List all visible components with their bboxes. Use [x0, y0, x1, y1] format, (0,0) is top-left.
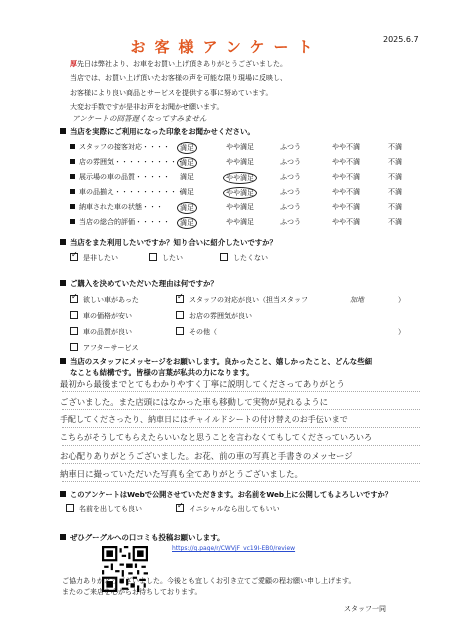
rating-option[interactable]: やや不満 [332, 218, 360, 226]
rating-option[interactable]: 満足 [177, 217, 197, 229]
rating-option[interactable]: やや不満 [332, 158, 360, 166]
rating-option[interactable]: 不満 [388, 218, 402, 226]
closing-line-2: またのご来店を心からお待ちしております。 [62, 588, 202, 596]
reason-price[interactable]: 車の価格が安い [70, 311, 132, 321]
intro-line-3: お客様により良い商品とサービスを提供する事に努めています。 [70, 88, 273, 97]
message-line-rule [62, 463, 420, 464]
section6-question: ぜひグーグルへの口コミも投稿お願いします。 [60, 532, 224, 543]
intro-line-1: 先日は弊社より、お車をお買い上げ頂きありがとうございました。 [77, 60, 287, 68]
rating-option[interactable]: 満足 [180, 173, 194, 181]
reason-staff[interactable]: ✓スタッフの対応が良い（担当スタッフ [176, 295, 308, 305]
closing-line-1: ご協力ありがとうございました。今後とも宜しくお引き立てご愛顧の程お願い申し上げます。 [62, 577, 356, 585]
review-link[interactable]: https://g.page/r/CWVjF_vc19I-EB0/review [172, 545, 296, 552]
closing-text [62, 576, 355, 598]
rating-option[interactable]: 不満 [388, 158, 402, 166]
bullet-square-icon [60, 280, 66, 286]
option-initials[interactable]: ✓ イニシャルなら出してもいい [176, 504, 280, 514]
intro-line-4: 大変お手数ですが是非お声をお聞かせ願います。 [70, 102, 224, 111]
rating-row [70, 187, 430, 199]
rating-option[interactable]: ふつう [280, 203, 301, 211]
bullet-square-icon [60, 128, 66, 134]
message-line-1: 最初から最後までとてもわかりやすく丁寧に説明してくださってありがとう [60, 379, 345, 389]
checkbox-icon[interactable] [70, 343, 78, 351]
rating-option[interactable]: 不満 [388, 173, 402, 181]
reason-quality[interactable]: 車の品質が良い [70, 327, 132, 337]
option-yes[interactable]: したい [149, 253, 183, 263]
rating-option[interactable]: 満足 [177, 142, 197, 154]
rating-option[interactable]: やや不満 [332, 203, 360, 211]
checkbox-icon[interactable] [176, 295, 184, 303]
rating-row [70, 172, 430, 184]
message-line-rule [62, 481, 420, 482]
rating-option[interactable]: 満足 [177, 202, 197, 214]
rating-option[interactable]: ふつう [280, 218, 301, 226]
reason-wanted-car[interactable]: ✓欲しい車があった [70, 295, 139, 305]
checkbox-icon[interactable] [70, 327, 78, 335]
rating-option[interactable]: やや満足 [226, 218, 254, 226]
rating-option[interactable]: ふつう [280, 158, 301, 166]
bullet-square-icon [60, 239, 66, 245]
rating-option[interactable]: やや満足 [226, 158, 254, 166]
checkbox-icon[interactable] [176, 327, 184, 335]
message-line-4: こちらがそうしてもらえたらいいなと思うことを言わなくてもしてくださっていろいろ [60, 433, 372, 442]
rating-row [70, 157, 430, 169]
checkbox-icon[interactable] [66, 504, 74, 512]
option-no[interactable]: したくない [220, 253, 268, 263]
rating-option[interactable]: 不満 [388, 188, 402, 196]
reason-atmosphere[interactable]: お店の雰囲気が良い [176, 311, 252, 321]
rating-option[interactable]: やや不満 [332, 173, 360, 181]
rating-row [70, 202, 430, 214]
bullet-square-icon [60, 491, 66, 497]
paren-close: ） [398, 296, 405, 304]
rating-row [70, 217, 430, 229]
checkbox-icon[interactable] [70, 253, 78, 261]
rating-row-label: 店の雰囲気・・・・・・・・・・ [70, 157, 184, 167]
rating-row-label: 車の品揃え・・・・・・・・・・ [70, 187, 184, 197]
rating-row [70, 142, 430, 154]
checkbox-icon[interactable] [70, 295, 78, 303]
option-yes-definitely[interactable]: ✓是非したい [70, 253, 118, 263]
rating-option[interactable]: やや不満 [332, 188, 360, 196]
checkbox-icon[interactable] [176, 504, 184, 512]
paren-close: ） [398, 328, 405, 336]
staff-name: 加地 [350, 296, 364, 304]
intro-line-2: 当店では、お買い上げ頂いたお客様の声を可能な限り現場に反映し、 [70, 74, 287, 83]
rating-option[interactable]: やや満足 [226, 143, 254, 151]
rating-row-label: スタッフの接客対応・・・・ [70, 142, 170, 152]
message-line-2: ございました。また店頭にはなかった車も移動して実物が見れるように [60, 397, 328, 407]
bullet-square-icon [60, 358, 66, 364]
bullet-square-icon [60, 534, 66, 540]
rating-option[interactable]: 不満 [388, 143, 402, 151]
rating-row-label: 展示場の車の品質・・・・・ [70, 172, 170, 182]
section2-question: 当店をまた利用したいですか？知り合いに紹介したいですか？ [60, 237, 277, 248]
checkbox-icon[interactable] [176, 311, 184, 319]
message-line-5: お心配りありがとうございました。お花、前の車の写真と手書きのメッセージ [60, 451, 353, 461]
section1-question: 当店を実際にご利用になった印象をお聞かせください。 [60, 126, 255, 137]
rating-option[interactable]: ふつう [280, 188, 301, 196]
checkbox-icon[interactable] [70, 311, 78, 319]
rating-option[interactable]: 満足 [180, 188, 194, 196]
rating-option[interactable]: やや満足 [223, 187, 257, 199]
intro-text [70, 57, 287, 114]
message-line-6: 納車日に撮っていただいた写真も全てありがとうございました。 [60, 469, 303, 479]
section4-question-cont: なことも結構です。皆様の言葉が私共の力になります。 [70, 368, 254, 377]
section5-question: このアンケートはWebで公開させていただきます。お名前をWeb上に公開してもよろしいですか？ [60, 490, 392, 500]
message-line-rule [62, 445, 420, 446]
checkbox-icon[interactable] [149, 253, 157, 261]
section3-question: ご購入を決めていただいた理由は何ですか？ [60, 278, 218, 289]
rating-option[interactable]: 満足 [177, 157, 197, 169]
rating-row-label: 当店の総合的評価・・・・・ [70, 217, 170, 227]
checkbox-icon[interactable] [220, 253, 228, 261]
signature: スタッフ一同 [344, 605, 386, 613]
option-show-name[interactable]: 名前を出しても良い [66, 504, 142, 514]
dear-mark: 厚 [70, 60, 77, 68]
rating-option[interactable]: やや満足 [226, 203, 254, 211]
rating-option[interactable]: ふつう [280, 143, 301, 151]
rating-option[interactable]: ふつう [280, 173, 301, 181]
handwritten-note: アンケートの回答遅くなってすみません [72, 114, 207, 123]
rating-option[interactable]: やや満足 [223, 172, 257, 184]
rating-option[interactable]: やや不満 [332, 143, 360, 151]
section4-question: 当店のスタッフにメッセージをお願いします。良かったこと、嬉しかったこと、どんな些細 [60, 356, 372, 367]
message-line-rule [62, 427, 420, 428]
message-line-rule [62, 391, 420, 392]
rating-option[interactable]: 不満 [388, 203, 402, 211]
message-line-3: 手配してくださったり、納車日にはチャイルドシートの付け替えのお手伝いまで [60, 415, 348, 424]
reason-after-service[interactable]: アフターサービス [70, 343, 139, 353]
message-line-rule [62, 409, 420, 410]
survey-date: 2025.6.7 [383, 35, 419, 44]
survey-title: お客様アンケート [130, 38, 322, 56]
reason-other[interactable]: その他（ [176, 327, 217, 337]
rating-row-label: 納車された車の状態・・・ [70, 202, 163, 212]
